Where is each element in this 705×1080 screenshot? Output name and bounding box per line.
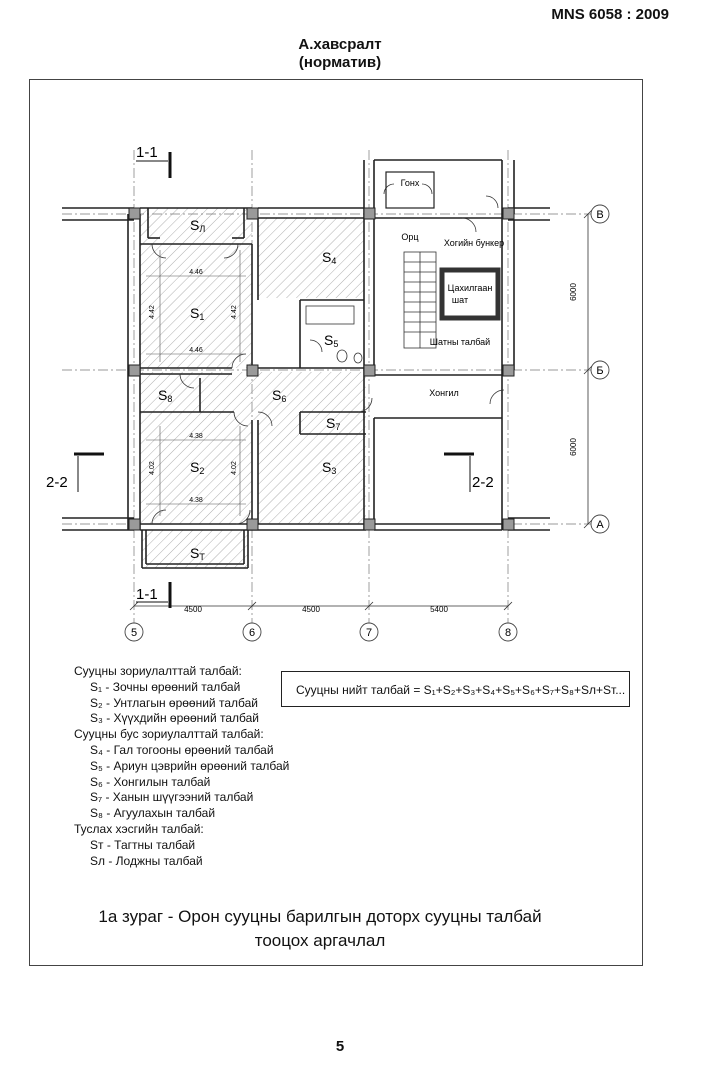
figure-caption [40, 905, 600, 953]
section-2-2-right: 2-2 [472, 474, 494, 491]
legend-heading-auxiliary: Туслах хэсгийн талбай: [74, 821, 204, 836]
section-1-1-top: 1-1 [136, 144, 158, 161]
label-orts: Орц [401, 232, 419, 242]
room-label-s5: S5 [324, 332, 339, 349]
bathroom-fixtures [306, 306, 362, 363]
axis-label-a: А [596, 519, 604, 531]
dim-6000-bot: 6000 [569, 438, 578, 456]
legend-item: S₆ - Хонгилын талбай [90, 774, 211, 789]
dim-s1-top: 4.46 [189, 269, 203, 276]
legend-item: S₇ - Ханын шүүгээний талбай [90, 790, 254, 805]
label-bunker: Хогийн бункер [443, 238, 505, 248]
axis-label-6: 6 [248, 627, 256, 639]
dim-s1-left: 4.42 [149, 305, 156, 319]
axis-label-8: 8 [504, 627, 512, 639]
dim-s2-right: 4.02 [231, 461, 238, 475]
label-gonkh: Гонх [400, 178, 420, 188]
legend-item: S₅ - Ариун цэврийн өрөөний талбай [90, 758, 290, 773]
legend-heading-nonresidential: Сууцны бус зориулалттай талбай: [74, 727, 264, 742]
axis-label-5: 5 [130, 627, 138, 639]
dim-s1-right: 4.42 [231, 305, 238, 319]
room-label-s4: S4 [322, 249, 337, 266]
section-1-1-bottom: 1-1 [136, 586, 158, 603]
label-lift-1: Цахилгаан [447, 283, 493, 293]
room-label-s3: S3 [322, 459, 337, 476]
label-stair: Шатны талбай [429, 337, 491, 347]
legend-item: S₁ - Зочны өрөөний талбай [90, 679, 241, 694]
legend-item: Sл - Лоджны талбай [90, 853, 203, 868]
room-label-s8: S8 [158, 387, 173, 404]
room-label-s6: S6 [272, 387, 287, 404]
legend-item: Sт - Тагтны талбай [90, 837, 196, 852]
total-area-formula: Сууцны нийт талбай = S₁+S₂+S₃+S₄+S₅+S₆+S₇+S₈+Sл+Sт... [281, 671, 630, 707]
annex-title-line1: А.хавсралт [298, 36, 382, 53]
dim-4500-b: 4500 [302, 605, 320, 614]
staircase [404, 252, 436, 348]
legend-item: S₄ - Гал тогооны өрөөний талбай [90, 742, 274, 757]
dim-5400: 5400 [430, 605, 448, 614]
page-number: 5 [335, 1038, 345, 1055]
annex-title-line2: (норматив) [298, 54, 382, 71]
section-2-2-left: 2-2 [46, 474, 68, 491]
dim-s2-top: 4.38 [189, 433, 203, 440]
room-label-st: SТ [190, 545, 205, 562]
caption-line1: 1а зураг - Орон сууцны барилгын доторх сууцны талбай [98, 907, 542, 926]
standard-code: MNS 6058 : 2009 [551, 6, 669, 23]
caption-line2: тооцох аргачлал [254, 931, 386, 950]
axis-label-7: 7 [365, 627, 373, 639]
room-label-s7: S7 [326, 415, 341, 432]
axis-label-v: В [596, 209, 604, 221]
label-lift-2: шат [451, 295, 469, 305]
dim-s1-bot: 4.46 [189, 347, 203, 354]
axis-label-b: Б [596, 365, 604, 377]
label-hall: Хонгил [429, 388, 459, 398]
legend-item: S₈ - Агуулахын талбай [90, 806, 216, 821]
room-label-s1: S1 [190, 305, 205, 322]
legend-item: S₃ - Хүүхдийн өрөөний талбай [90, 711, 260, 726]
room-label-sl: SЛ [190, 217, 206, 234]
hatch-s3 [258, 420, 366, 524]
legend-heading-residential: Сууцны зориулалттай талбай: [74, 664, 242, 678]
legend [74, 664, 289, 869]
dim-s2-bot: 4.38 [189, 497, 203, 504]
legend-item: S₂ - Унтлагын өрөөний талбай [90, 695, 258, 710]
dim-4500-a: 4500 [184, 605, 202, 614]
dim-6000-top: 6000 [569, 283, 578, 301]
lift-shaft [442, 270, 498, 318]
dim-s2-left: 4.02 [149, 461, 156, 475]
room-label-s2: S2 [190, 459, 205, 476]
hatch-s4 [258, 218, 364, 298]
